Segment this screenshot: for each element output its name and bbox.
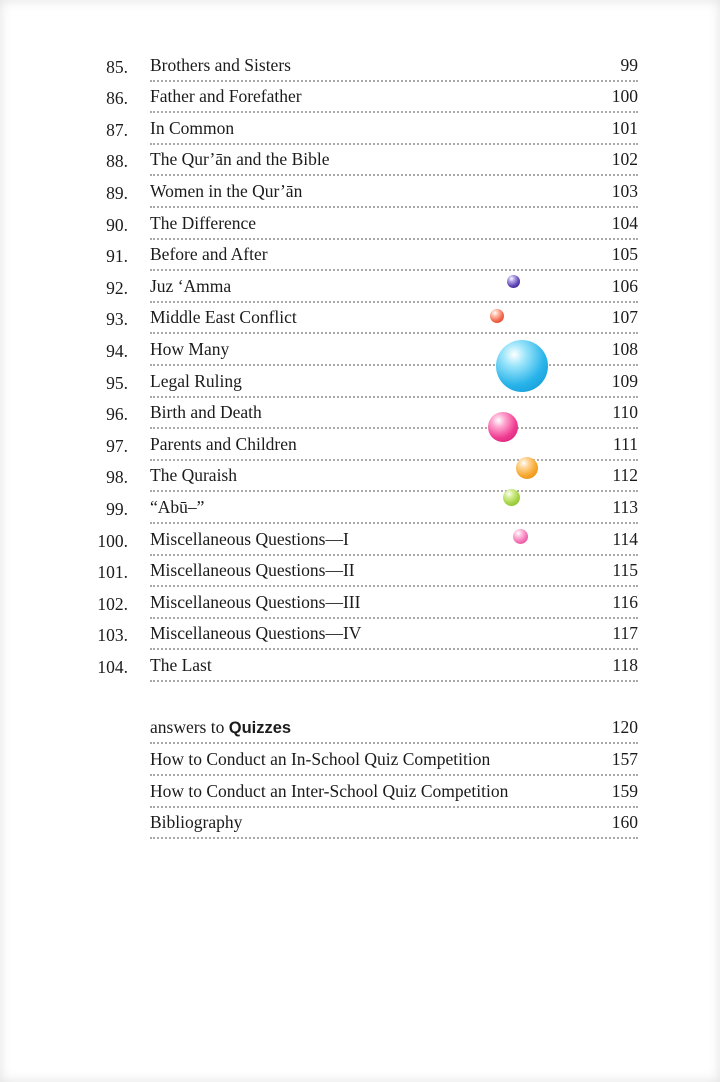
toc-entry-title: Women in the Qur’ān bbox=[150, 180, 303, 201]
toc-entry bbox=[90, 303, 638, 335]
toc-entry bbox=[90, 334, 638, 366]
toc-entry-title: Juz ‘Amma bbox=[150, 275, 232, 296]
back-matter-entry bbox=[90, 808, 638, 840]
toc-entry-page-number: 113 bbox=[612, 496, 638, 517]
toc-entry-title: The Last bbox=[150, 654, 212, 675]
toc-entry bbox=[90, 429, 638, 461]
toc-entry-number: 101. bbox=[97, 562, 128, 583]
toc-entry-title: How Many bbox=[150, 338, 230, 359]
toc-entry-title: Miscellaneous Questions—I bbox=[150, 528, 349, 549]
toc-entry-number: 87. bbox=[106, 119, 128, 140]
bubble-cyan bbox=[496, 340, 548, 392]
toc-entry-number: 85. bbox=[106, 56, 128, 77]
toc-entry-title: Miscellaneous Questions—IV bbox=[150, 623, 362, 644]
toc-entry-number: 103. bbox=[97, 625, 128, 646]
toc-entry-title: Parents and Children bbox=[150, 433, 297, 454]
toc-entry-leader bbox=[150, 307, 638, 334]
toc-entry bbox=[90, 145, 638, 177]
toc-entry-list bbox=[90, 50, 638, 682]
toc-entry-page-number: 106 bbox=[611, 275, 638, 296]
toc-entry bbox=[90, 82, 638, 114]
back-matter-entry-number bbox=[90, 772, 128, 776]
toc-entry-number: 90. bbox=[106, 214, 128, 235]
toc-entry-leader bbox=[150, 149, 638, 176]
back-matter-entry-leader bbox=[150, 717, 638, 744]
toc-entry bbox=[90, 524, 638, 556]
toc-entry-title: The Difference bbox=[150, 212, 257, 233]
back-matter-entry-leader bbox=[150, 781, 638, 808]
toc-entry-page-number: 101 bbox=[611, 117, 638, 138]
toc-entry-leader bbox=[150, 592, 638, 619]
toc-entry-leader bbox=[150, 560, 638, 587]
back-matter-entry bbox=[90, 744, 638, 776]
back-matter-entry-title bbox=[150, 717, 291, 738]
toc-entry-number: 86. bbox=[106, 88, 128, 109]
toc-entry-title: Birth and Death bbox=[150, 402, 262, 423]
toc-entry-leader bbox=[150, 371, 638, 398]
toc-entry-number: 89. bbox=[106, 182, 128, 203]
toc-entry-title: The Qur’ān and the Bible bbox=[150, 149, 330, 170]
toc-entry-title: Father and Forefather bbox=[150, 86, 302, 107]
toc-entry-page-number: 102 bbox=[611, 149, 638, 170]
toc-entry-number: 92. bbox=[106, 277, 128, 298]
back-matter-entry-title-bold: Quizzes bbox=[228, 719, 292, 738]
toc-entry bbox=[90, 461, 638, 493]
toc-entry-leader bbox=[150, 339, 638, 366]
toc-entry-page-number: 108 bbox=[611, 338, 638, 359]
toc-entry-leader bbox=[150, 497, 638, 524]
toc-entry bbox=[90, 587, 638, 619]
toc-entry-title: The Quraish bbox=[150, 465, 237, 486]
toc-entry bbox=[90, 176, 638, 208]
toc-entry-leader bbox=[150, 434, 638, 461]
toc-entry-title: Middle East Conflict bbox=[150, 307, 297, 328]
toc-entry bbox=[90, 271, 638, 303]
toc-entry-page-number: 100 bbox=[611, 86, 638, 107]
toc-entry-title: Miscellaneous Questions—II bbox=[150, 560, 355, 581]
back-matter-entry-leader bbox=[150, 749, 638, 776]
toc-entry-page-number: 104 bbox=[611, 212, 638, 233]
toc-entry bbox=[90, 113, 638, 145]
back-matter-entry-title: How to Conduct an Inter-School Quiz Competition bbox=[150, 780, 509, 801]
back-matter-entry-title: Bibliography bbox=[150, 812, 243, 833]
toc-entry bbox=[90, 556, 638, 588]
bubble-purple bbox=[507, 275, 520, 288]
toc-entry-number: 102. bbox=[97, 593, 128, 614]
toc-entry-page-number: 118 bbox=[612, 654, 638, 675]
toc-entry-page-number: 117 bbox=[612, 623, 638, 644]
toc-entry-page-number: 99 bbox=[620, 54, 638, 75]
back-matter-entry bbox=[90, 713, 638, 745]
bubble-magenta bbox=[488, 412, 518, 442]
toc-entry bbox=[90, 492, 638, 524]
toc-entry-number: 100. bbox=[97, 530, 128, 551]
toc-entry bbox=[90, 208, 638, 240]
toc-entry-leader bbox=[150, 276, 638, 303]
toc-entry-page-number: 116 bbox=[612, 591, 638, 612]
toc-entry-leader bbox=[150, 623, 638, 650]
back-matter-entry bbox=[90, 776, 638, 808]
toc-entry bbox=[90, 398, 638, 430]
toc-entry-title: “Abū–” bbox=[150, 496, 205, 517]
toc-entry-title: Brothers and Sisters bbox=[150, 54, 291, 75]
toc-entry-title: Legal Ruling bbox=[150, 370, 242, 391]
toc-entry-page-number: 115 bbox=[612, 560, 638, 581]
back-matter-entry-title-prefix: answers to bbox=[150, 717, 229, 738]
toc-entry-page-number: 103 bbox=[611, 180, 638, 201]
toc-entry-number: 97. bbox=[106, 435, 128, 456]
toc-entry-page-number: 105 bbox=[611, 244, 638, 265]
toc-entry-number: 94. bbox=[106, 340, 128, 361]
back-matter-entry-page-number: 120 bbox=[611, 717, 638, 738]
toc-entry-leader bbox=[150, 55, 638, 82]
toc-entry-title: Before and After bbox=[150, 244, 268, 265]
toc-entry-number: 93. bbox=[106, 309, 128, 330]
toc-entry-leader bbox=[150, 465, 638, 492]
toc-entry-number: 99. bbox=[106, 498, 128, 519]
bubble-pink bbox=[513, 529, 528, 544]
toc-entry-page-number: 109 bbox=[611, 370, 638, 391]
toc-entry bbox=[90, 50, 638, 82]
toc-entry-title: In Common bbox=[150, 117, 235, 138]
back-matter-entry-page-number: 160 bbox=[611, 812, 638, 833]
back-matter-entry-number bbox=[90, 804, 128, 808]
toc-entry-leader bbox=[150, 181, 638, 208]
back-matter-entry-number bbox=[90, 835, 128, 839]
back-matter-entry-title: How to Conduct an In-School Quiz Competition bbox=[150, 749, 491, 770]
toc-entry-leader bbox=[150, 655, 638, 682]
toc-entry-number: 95. bbox=[106, 372, 128, 393]
bubble-orange bbox=[516, 457, 538, 479]
back-matter-entry-page-number: 159 bbox=[611, 780, 638, 801]
bubble-green bbox=[503, 489, 520, 506]
toc-entry-leader bbox=[150, 213, 638, 240]
toc-entry-number: 91. bbox=[106, 246, 128, 267]
toc-entry-page-number: 114 bbox=[612, 528, 638, 549]
bubble-red bbox=[490, 309, 504, 323]
toc-entry-page-number: 111 bbox=[613, 433, 638, 454]
toc-entry-number: 88. bbox=[106, 151, 128, 172]
back-matter-entry-page-number: 157 bbox=[611, 749, 638, 770]
back-matter-list bbox=[90, 713, 638, 839]
toc-entry-page-number: 112 bbox=[612, 465, 638, 486]
toc-entry bbox=[90, 366, 638, 398]
toc-entry-page-number: 107 bbox=[611, 307, 638, 328]
back-matter-entry-leader bbox=[150, 812, 638, 839]
toc-entry-leader bbox=[150, 244, 638, 271]
toc-entry-leader bbox=[150, 402, 638, 429]
toc-entry-leader bbox=[150, 529, 638, 556]
toc-entry-title: Miscellaneous Questions—III bbox=[150, 591, 361, 612]
toc-entry-page-number: 110 bbox=[612, 402, 638, 423]
back-matter-entry-number bbox=[90, 740, 128, 744]
toc-entry-number: 104. bbox=[97, 656, 128, 677]
toc-entry-leader bbox=[150, 86, 638, 113]
toc-entry bbox=[90, 650, 638, 682]
toc-entry-number: 98. bbox=[106, 467, 128, 488]
toc-entry bbox=[90, 240, 638, 272]
toc-entry-leader bbox=[150, 118, 638, 145]
toc-entry bbox=[90, 619, 638, 651]
toc-entry-number: 96. bbox=[106, 404, 128, 425]
table-of-contents bbox=[90, 50, 638, 839]
